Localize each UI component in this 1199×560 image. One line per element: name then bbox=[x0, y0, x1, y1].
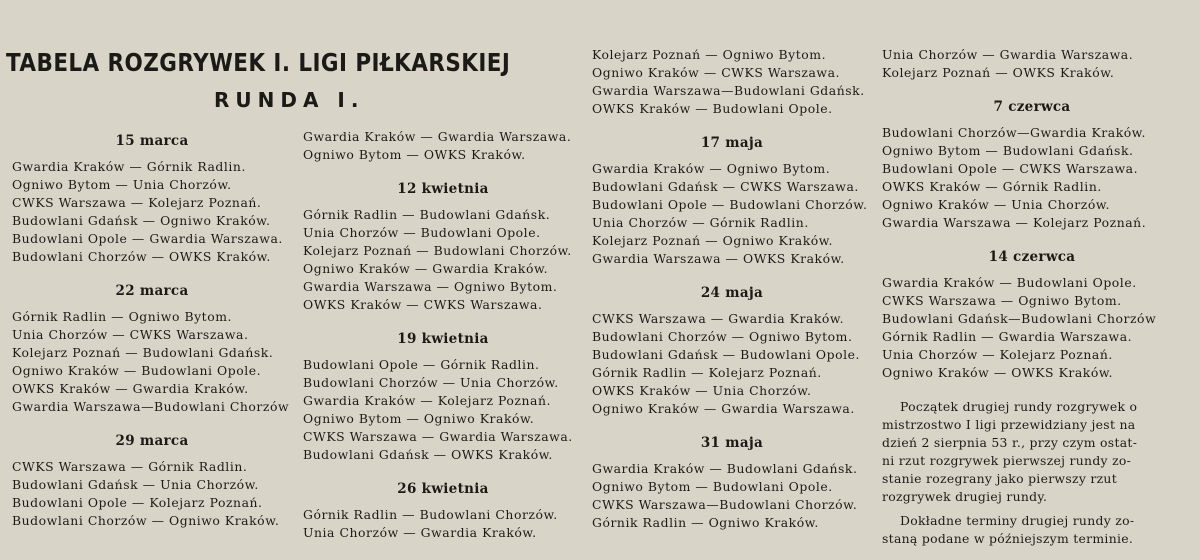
match-fixture: CWKS Warszawa — Górnik Radlin. bbox=[12, 459, 248, 474]
round-date: 31 maja bbox=[700, 435, 764, 451]
match-fixture: Budowlani Gdańsk — Unia Chorzów. bbox=[12, 477, 259, 492]
match-fixture: CWKS Warszawa—Budowlani Chorzów. bbox=[592, 497, 858, 512]
match-fixture: Budowlani Gdańsk — Ogniwo Kraków. bbox=[12, 213, 271, 228]
match-fixture: Budowlani Opole — Kolejarz Poznań. bbox=[12, 495, 263, 510]
match-fixture: Gwardia Warszawa — Ogniwo Bytom. bbox=[303, 279, 558, 294]
page-title: TABELA ROZGRYWEK I. LIGI PIŁKARSKIEJ bbox=[6, 48, 511, 77]
notice-line: Początek drugiej rundy rozgrywek o bbox=[900, 399, 1138, 414]
match-fixture: Gwardia Kraków — Górnik Radlin. bbox=[12, 159, 246, 174]
match-fixture: Gwardia Kraków — Ogniwo Bytom. bbox=[592, 161, 831, 176]
match-fixture: Górnik Radlin — Ogniwo Kraków. bbox=[592, 515, 819, 530]
notice-line: mistrzostwo I ligi przewidziany jest na bbox=[882, 417, 1136, 432]
round-date: 12 kwietnia bbox=[397, 181, 489, 197]
round-date: 14 czerwca bbox=[988, 249, 1076, 265]
column-2 bbox=[303, 128, 583, 542]
column-4 bbox=[882, 46, 1182, 548]
page-subtitle: RUNDA I. bbox=[214, 88, 365, 112]
match-fixture: CWKS Warszawa — Kolejarz Poznań. bbox=[12, 195, 262, 210]
match-fixture: Budowlani Chorzów — Unia Chorzów. bbox=[303, 375, 559, 390]
notice-line: rozgrywek drugiej rundy. bbox=[882, 489, 1048, 504]
match-fixture: Gwardia Warszawa — OWKS Kraków. bbox=[592, 251, 845, 266]
match-fixture: Budowlani Gdańsk—Budowlani Chorzów bbox=[882, 311, 1157, 326]
match-fixture: Budowlani Chorzów — Ogniwo Kraków. bbox=[12, 513, 280, 528]
round-date: 17 maja bbox=[700, 135, 764, 151]
match-fixture: Unia Chorzów — CWKS Warszawa. bbox=[12, 327, 249, 342]
match-fixture: CWKS Warszawa — Ogniwo Bytom. bbox=[882, 293, 1122, 308]
match-fixture: Budowlani Gdańsk — Budowlani Opole. bbox=[592, 347, 860, 362]
match-fixture: OWKS Kraków — Unia Chorzów. bbox=[592, 383, 812, 398]
match-fixture: Górnik Radlin — Budowlani Chorzów. bbox=[303, 507, 558, 522]
column-1 bbox=[12, 132, 292, 530]
match-fixture: Kolejarz Poznań — OWKS Kraków. bbox=[882, 65, 1115, 80]
match-fixture: Gwardia Kraków — Budowlani Gdańsk. bbox=[592, 461, 858, 476]
match-fixture: Unia Chorzów — Gwardia Kraków. bbox=[303, 525, 537, 540]
round-date: 7 czerwca bbox=[993, 99, 1071, 115]
match-fixture: Budowlani Gdańsk — CWKS Warszawa. bbox=[592, 179, 859, 194]
match-fixture: Górnik Radlin — Budowlani Gdańsk. bbox=[303, 207, 551, 222]
match-fixture: Budowlani Chorzów — Ogniwo Bytom. bbox=[592, 329, 853, 344]
match-fixture: OWKS Kraków — CWKS Warszawa. bbox=[303, 297, 543, 312]
match-fixture: Gwardia Kraków — Gwardia Warszawa. bbox=[303, 129, 572, 144]
match-fixture: Budowlani Opole — Budowlani Chorzów. bbox=[592, 197, 868, 212]
match-fixture: Ogniwo Kraków — Gwardia Warszawa. bbox=[592, 401, 855, 416]
match-fixture: OWKS Kraków — Gwardia Kraków. bbox=[12, 381, 249, 396]
match-fixture: CWKS Warszawa — Gwardia Kraków. bbox=[592, 311, 845, 326]
match-fixture: Gwardia Warszawa—Budowlani Chorzów bbox=[12, 399, 290, 414]
round-date: 26 kwietnia bbox=[397, 481, 489, 497]
match-fixture: Unia Chorzów — Budowlani Opole. bbox=[303, 225, 541, 240]
match-fixture: Ogniwo Bytom — Budowlani Opole. bbox=[592, 479, 833, 494]
match-fixture: Gwardia Kraków — Budowlani Opole. bbox=[882, 275, 1137, 290]
notice bbox=[882, 398, 1182, 548]
match-fixture: Górnik Radlin — Kolejarz Poznań. bbox=[592, 365, 822, 380]
column-4-rounds bbox=[882, 46, 1182, 382]
match-fixture: Kolejarz Poznań — Budowlani Gdańsk. bbox=[12, 345, 274, 360]
match-fixture: Górnik Radlin — Ogniwo Bytom. bbox=[12, 309, 232, 324]
round-date: 22 marca bbox=[115, 283, 189, 299]
match-fixture: Budowlani Opole — Gwardia Warszawa. bbox=[12, 231, 283, 246]
match-fixture: Budowlani Gdańsk — OWKS Kraków. bbox=[303, 447, 553, 462]
notice-line: staną podane w późniejszym terminie. bbox=[882, 531, 1134, 546]
match-fixture: Ogniwo Kraków — Unia Chorzów. bbox=[882, 197, 1111, 212]
match-fixture: Budowlani Chorzów—Gwardia Kraków. bbox=[882, 125, 1146, 140]
match-fixture: Ogniwo Bytom — Budowlani Gdańsk. bbox=[882, 143, 1134, 158]
notice-line: ni rzut rozgrywek pierwszej rundy zo- bbox=[882, 453, 1132, 468]
match-fixture: Kolejarz Poznań — Budowlani Chorzów. bbox=[303, 243, 572, 258]
notice-line: dzień 2 sierpnia 53 r., przy czym ostat- bbox=[882, 435, 1138, 450]
match-fixture: Gwardia Warszawa—Budowlani Gdańsk. bbox=[592, 83, 865, 98]
match-fixture: Ogniwo Bytom — Unia Chorzów. bbox=[12, 177, 232, 192]
match-fixture: Ogniwo Bytom — Ogniwo Kraków. bbox=[303, 411, 535, 426]
match-fixture: Kolejarz Poznań — Ogniwo Bytom. bbox=[592, 47, 827, 62]
match-fixture: OWKS Kraków — Budowlani Opole. bbox=[592, 101, 833, 116]
match-fixture: Ogniwo Bytom — OWKS Kraków. bbox=[303, 147, 526, 162]
match-fixture: Kolejarz Poznań — Ogniwo Kraków. bbox=[592, 233, 833, 248]
round-date: 29 marca bbox=[115, 433, 189, 449]
round-date: 24 maja bbox=[700, 285, 764, 301]
match-fixture: Gwardia Kraków — Kolejarz Poznań. bbox=[303, 393, 551, 408]
match-fixture: Ogniwo Kraków — CWKS Warszawa. bbox=[592, 65, 841, 80]
match-fixture: OWKS Kraków — Górnik Radlin. bbox=[882, 179, 1102, 194]
match-fixture: Unia Chorzów — Górnik Radlin. bbox=[592, 215, 809, 230]
match-fixture: Budowlani Opole — CWKS Warszawa. bbox=[882, 161, 1139, 176]
match-fixture: Unia Chorzów — Gwardia Warszawa. bbox=[882, 47, 1134, 62]
column-3 bbox=[592, 46, 872, 532]
match-fixture: Budowlani Opole — Górnik Radlin. bbox=[303, 357, 540, 372]
match-fixture: Budowlani Chorzów — OWKS Kraków. bbox=[12, 249, 271, 264]
match-fixture: Ogniwo Kraków — OWKS Kraków. bbox=[882, 365, 1114, 380]
match-fixture: CWKS Warszawa — Gwardia Warszawa. bbox=[303, 429, 573, 444]
round-date: 15 marca bbox=[115, 133, 189, 149]
match-fixture: Górnik Radlin — Gwardia Warszawa. bbox=[882, 329, 1133, 344]
round-date: 19 kwietnia bbox=[397, 331, 489, 347]
match-fixture: Gwardia Warszawa — Kolejarz Poznań. bbox=[882, 215, 1147, 230]
match-fixture: Ogniwo Kraków — Gwardia Kraków. bbox=[303, 261, 549, 276]
notice-line: stanie rozegrany jako pierwszy rzut bbox=[882, 471, 1117, 486]
match-fixture: Ogniwo Kraków — Budowlani Opole. bbox=[12, 363, 262, 378]
match-fixture: Unia Chorzów — Kolejarz Poznań. bbox=[882, 347, 1113, 362]
notice-line: Dokładne terminy drugiej rundy zo- bbox=[900, 513, 1135, 528]
